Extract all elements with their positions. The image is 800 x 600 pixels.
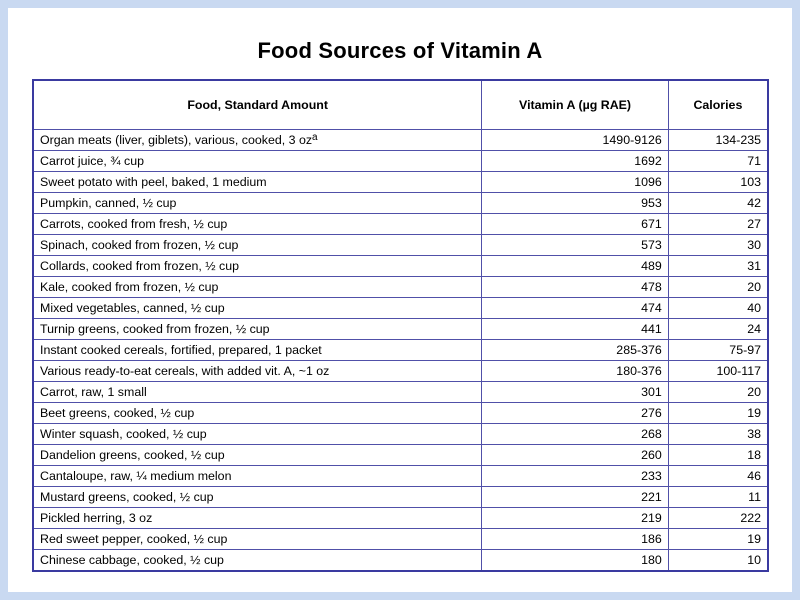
calories-cell: 71	[668, 151, 768, 172]
calories-cell: 42	[668, 193, 768, 214]
calories-cell: 27	[668, 214, 768, 235]
vitamin-a-cell: 276	[482, 403, 668, 424]
food-name: Mustard greens, cooked, ½ cup	[40, 490, 214, 504]
table-row	[33, 403, 768, 424]
header-vitamin-a: Vitamin A (µg RAE)	[482, 80, 668, 130]
calories-cell: 38	[668, 424, 768, 445]
food-name: Red sweet pepper, cooked, ½ cup	[40, 532, 228, 546]
food-cell	[33, 508, 482, 529]
food-cell	[33, 529, 482, 550]
vitamin-a-cell: 180-376	[482, 361, 668, 382]
vitamin-a-cell: 489	[482, 256, 668, 277]
calories-cell: 134-235	[668, 130, 768, 151]
food-cell	[33, 403, 482, 424]
table-row	[33, 151, 768, 172]
table-row	[33, 424, 768, 445]
vitamin-a-cell: 1096	[482, 172, 668, 193]
vitamin-a-cell: 285-376	[482, 340, 668, 361]
table-row	[33, 235, 768, 256]
header-food: Food, Standard Amount	[33, 80, 482, 130]
calories-cell: 30	[668, 235, 768, 256]
calories-cell: 100-117	[668, 361, 768, 382]
slide	[8, 8, 792, 592]
calories-cell: 11	[668, 487, 768, 508]
food-cell	[33, 445, 482, 466]
table-row	[33, 550, 768, 572]
food-name: Winter squash, cooked, ½ cup	[40, 427, 207, 441]
table-row	[33, 466, 768, 487]
food-name: Mixed vegetables, canned, ½ cup	[40, 301, 225, 315]
calories-cell: 222	[668, 508, 768, 529]
food-cell	[33, 214, 482, 235]
food-cell	[33, 487, 482, 508]
food-cell	[33, 256, 482, 277]
food-name: Carrot juice, ¾ cup	[40, 154, 144, 168]
vitamin-a-table	[32, 79, 769, 572]
calories-cell: 31	[668, 256, 768, 277]
header-calories: Calories	[668, 80, 768, 130]
food-cell	[33, 319, 482, 340]
vitamin-a-cell: 474	[482, 298, 668, 319]
table-row	[33, 445, 768, 466]
food-name: Organ meats (liver, giblets), various, cooked, 3 oz	[40, 133, 313, 147]
calories-cell: 19	[668, 529, 768, 550]
table-row	[33, 193, 768, 214]
food-cell	[33, 424, 482, 445]
table-row	[33, 298, 768, 319]
vitamin-a-cell: 671	[482, 214, 668, 235]
calories-cell: 24	[668, 319, 768, 340]
vitamin-a-cell: 180	[482, 550, 668, 572]
food-cell	[33, 466, 482, 487]
food-name: Dandelion greens, cooked, ½ cup	[40, 448, 225, 462]
food-cell	[33, 382, 482, 403]
table-row	[33, 487, 768, 508]
food-cell	[33, 172, 482, 193]
vitamin-a-cell: 233	[482, 466, 668, 487]
table-row	[33, 214, 768, 235]
calories-cell: 20	[668, 277, 768, 298]
vitamin-a-cell: 573	[482, 235, 668, 256]
vitamin-a-cell: 478	[482, 277, 668, 298]
food-name: Sweet potato with peel, baked, 1 medium	[40, 175, 267, 189]
calories-cell: 20	[668, 382, 768, 403]
food-name: Pumpkin, canned, ½ cup	[40, 196, 177, 210]
table-row	[33, 340, 768, 361]
vitamin-a-cell: 186	[482, 529, 668, 550]
table-row	[33, 508, 768, 529]
food-cell	[33, 340, 482, 361]
vitamin-a-cell: 441	[482, 319, 668, 340]
vitamin-a-cell: 1490-9126	[482, 130, 668, 151]
food-cell	[33, 298, 482, 319]
food-name: Carrots, cooked from fresh, ½ cup	[40, 217, 228, 231]
table-row	[33, 361, 768, 382]
food-name: Chinese cabbage, cooked, ½ cup	[40, 553, 224, 567]
food-name: Pickled herring, 3 oz	[40, 511, 153, 525]
food-name: Cantaloupe, raw, ¼ medium melon	[40, 469, 232, 483]
food-cell	[33, 130, 482, 151]
table-header-row	[33, 80, 768, 130]
calories-cell: 40	[668, 298, 768, 319]
table-row	[33, 529, 768, 550]
food-name: Carrot, raw, 1 small	[40, 385, 147, 399]
table-row	[33, 319, 768, 340]
slide-title: Food Sources of Vitamin A	[257, 38, 543, 63]
food-cell	[33, 361, 482, 382]
table-body	[33, 130, 768, 572]
food-cell	[33, 151, 482, 172]
calories-cell: 75-97	[668, 340, 768, 361]
food-cell	[33, 193, 482, 214]
vitamin-a-cell: 301	[482, 382, 668, 403]
food-cell	[33, 550, 482, 572]
food-name: Instant cooked cereals, fortified, prepared, 1 packet	[40, 343, 322, 357]
table-row	[33, 256, 768, 277]
vitamin-a-cell: 268	[482, 424, 668, 445]
vitamin-a-cell: 1692	[482, 151, 668, 172]
vitamin-a-cell: 219	[482, 508, 668, 529]
food-name: Collards, cooked from frozen, ½ cup	[40, 259, 240, 273]
footnote-marker: a	[312, 132, 318, 143]
table-row	[33, 382, 768, 403]
calories-cell: 18	[668, 445, 768, 466]
calories-cell: 10	[668, 550, 768, 572]
food-name: Beet greens, cooked, ½ cup	[40, 406, 195, 420]
table-row	[33, 130, 768, 151]
calories-cell: 19	[668, 403, 768, 424]
vitamin-a-cell: 221	[482, 487, 668, 508]
table-row	[33, 172, 768, 193]
food-name: Turnip greens, cooked from frozen, ½ cup	[40, 322, 270, 336]
vitamin-a-cell: 260	[482, 445, 668, 466]
food-cell	[33, 277, 482, 298]
food-name: Various ready-to-eat cereals, with added vit. A, ~1 oz	[40, 364, 330, 378]
calories-cell: 103	[668, 172, 768, 193]
food-name: Spinach, cooked from frozen, ½ cup	[40, 238, 239, 252]
table-row	[33, 277, 768, 298]
food-cell	[33, 235, 482, 256]
food-name: Kale, cooked from frozen, ½ cup	[40, 280, 219, 294]
vitamin-a-cell: 953	[482, 193, 668, 214]
calories-cell: 46	[668, 466, 768, 487]
